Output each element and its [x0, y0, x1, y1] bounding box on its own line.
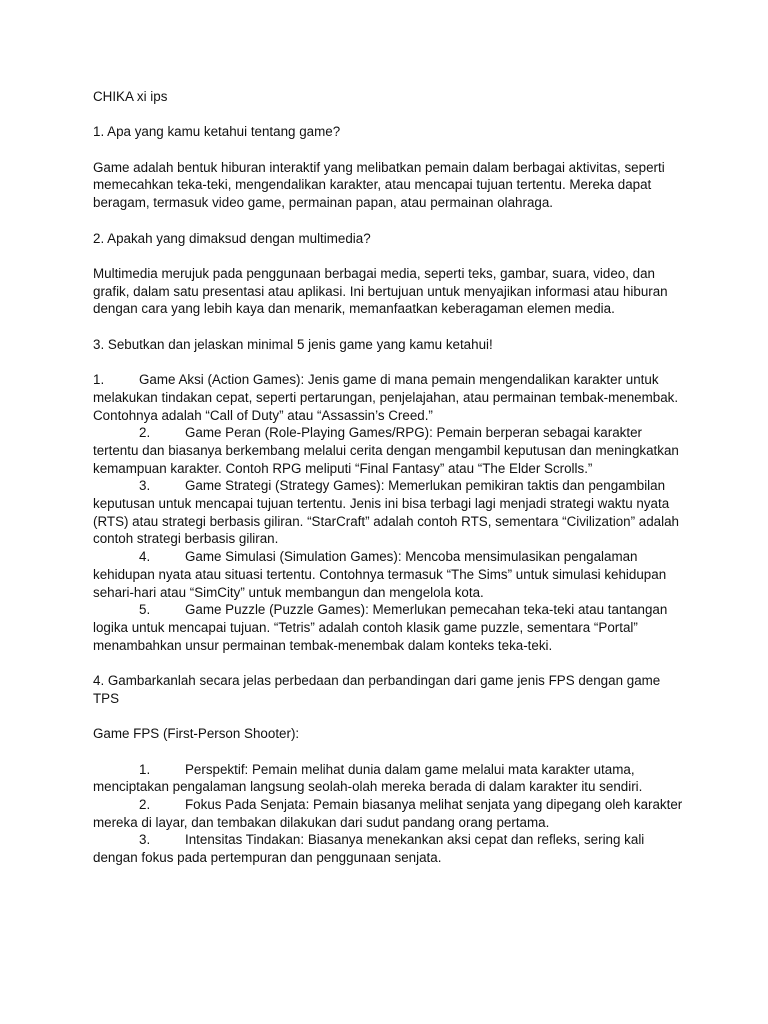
question-2: 2. Apakah yang dimaksud dengan multimedia? — [93, 230, 371, 246]
list-number: 1. — [93, 372, 105, 388]
list-text: Game Simulasi (Simulation Games): Mencoba mensimulasikan pengalaman kehidupan nyata atau situasi tertentu. Contohnya termasuk “The Sims” untuk simulasi kehidupan sehari-hari atau “SimCity” untuk membangun dan mengelola kota. — [93, 549, 667, 600]
list-text: Perspektif: Pemain melihat dunia dalam game melalui mata karakter utama, menciptakan pengalaman langsung seolah-olah mereka berada di dalam karakter itu sendiri. — [93, 761, 643, 795]
question-1: 1. Apa yang kamu ketahui tentang game? — [93, 124, 341, 140]
fps-heading: Game FPS (First-Person Shooter): — [93, 726, 300, 742]
list-item — [93, 761, 683, 796]
list-item — [93, 424, 683, 477]
list-text: Game Aksi (Action Games): Jenis game di mana pemain mengendalikan karakter untuk melakukan tindakan cepat, seperti pertarungan, penjelajahan, atau permainan tembak-menembak. Contohnya adalah “Call of Duty” atau “Assassin’s Creed.” — [93, 372, 679, 423]
answer-2: Multimedia merujuk pada penggunaan berbagai media, seperti teks, gambar, suara, video, dan grafik, dalam satu presentasi atau aplikasi. Ini bertujuan untuk menyajikan informasi atau hiburan dengan cara yang lebih kaya dan menarik, memanfaatkan keberagaman elemen media. — [93, 265, 668, 317]
list-number: 5. — [139, 602, 151, 618]
fps-list — [93, 761, 683, 867]
list-text: Intensitas Tindakan: Biasanya menekankan aksi cepat dan refleks, sering kali dengan fokus pada pertempuran dan penggunaan senjata. — [93, 832, 645, 866]
list-text: Game Strategi (Strategy Games): Memerlukan pemikiran taktis dan pengambilan keputusan untuk mencapai tujuan tertentu. Jenis ini bisa terbagi lagi menjadi strategi waktu nyata (RTS) atau strategi berbasis giliran. “StarCraft” adalah contoh RTS, sementara “Civilization” adalah contoh strategi berbasis giliran. — [93, 478, 679, 547]
question-3: 3. Sebutkan dan jelaskan minimal 5 jenis game yang kamu ketahui! — [93, 336, 493, 352]
question-4: 4. Gambarkanlah secara jelas perbedaan dan perbandingan dari game jenis FPS dengan game TPS — [93, 673, 661, 706]
list-item — [93, 796, 683, 831]
document-header: CHIKA xi ips — [93, 89, 168, 104]
document-content — [93, 88, 683, 867]
list-text: Fokus Pada Senjata: Pemain biasanya melihat senjata yang dipegang oleh karakter mereka di layar, dan tembakan dilakukan dari sudut pandang orang pertama. — [93, 796, 683, 830]
list-item — [93, 371, 683, 424]
list-item — [93, 831, 683, 866]
game-types-list — [93, 371, 683, 654]
list-number: 1. — [139, 761, 151, 777]
list-item — [93, 477, 683, 548]
list-text: Game Puzzle (Puzzle Games): Memerlukan pemecahan teka-teki atau tantangan logika untuk mencapai tujuan. “Tetris” adalah contoh klasik game puzzle, sementara “Portal” menambahkan unsur permainan tembak-menembak dalam konteks teka-teki. — [93, 602, 668, 653]
list-text: Game Peran (Role-Playing Games/RPG): Pemain berperan sebagai karakter tertentu dan biasanya berkembang melalui cerita dengan mengambil keputusan dan meningkatkan kemampuan karakter. Contoh RPG meliputi “Final Fantasy” atau “The Elder Scrolls.” — [93, 425, 679, 476]
list-item — [93, 601, 683, 654]
list-number: 2. — [139, 425, 151, 441]
list-number: 4. — [139, 549, 151, 565]
answer-1: Game adalah bentuk hiburan interaktif yang melibatkan pemain dalam berbagai aktivitas, seperti memecahkan teka-teki, mengendalikan karakter, atau mencapai tujuan tertentu. Mereka dapat beragam, termasuk video game, permainan papan, atau permainan olahraga. — [93, 159, 665, 211]
list-number: 3. — [139, 478, 151, 494]
list-number: 3. — [139, 832, 151, 848]
list-number: 2. — [139, 796, 151, 812]
list-item — [93, 548, 683, 601]
